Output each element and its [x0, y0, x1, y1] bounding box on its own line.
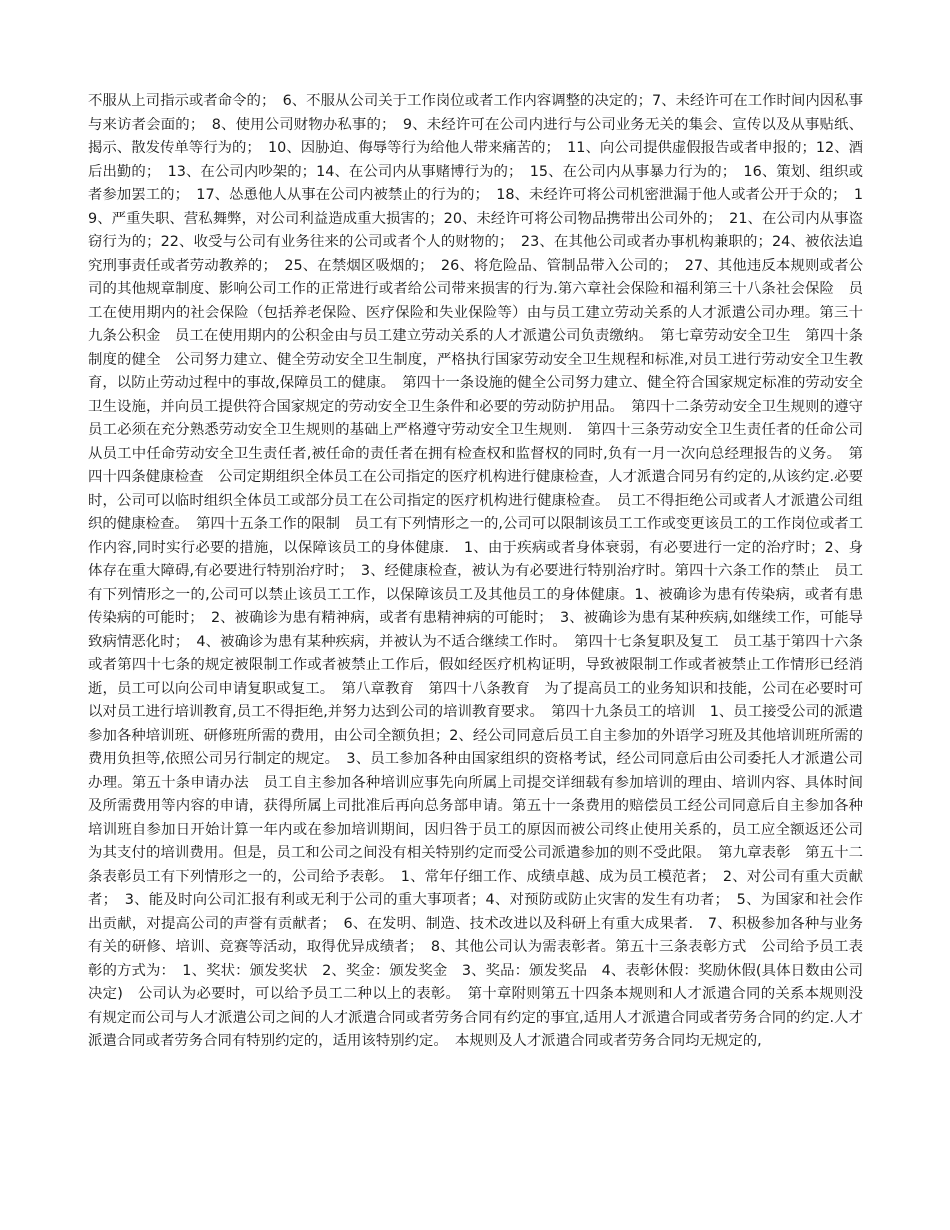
document-body-text: 不服从上司指示或者命令的； 6、不服从公司关于工作岗位或者工作内容调整的决定的；7、未经许可在工作时间内因私事与来访者会面的； 8、使用公司财物办私事的； 9、未经许可在公司内进行与公司业务无关的集会、宣传以及从事贴纸、揭示、散发传单等行为的； 10、因胁迫、侮辱等行为给他人带来痛苦的； 11、向公司提供虚假报告或者申报的；12、酒后出勤的； 13、在公司内吵架的；14、在公司内从事赌博行为的； 15、在公司内从事暴力行为的； 16、策划、组织或者参加罢工的； 17、怂恿他人从事在公司内被禁止的行为的； 18、未经许可将公司机密泄漏于他人或者公开于众的； 19、严重失职、营私舞弊，对公司利益造成重大损害的；20、未经许可将公司物品携带出公司外的； 21、在公司内从事盗窃行为的；22、收受与公司有业务往来的公司或者个人的财物的； 23、在其他公司或者办事机构兼职的；24、被依法追究刑事责任或者劳动教养的； 25、在禁烟区吸烟的； 26、将危险品、管制品带入公司的； 27、其他违反本规则或者公司的其他规章制度、影响公司工作的正常进行或者给公司带来损害的行为.第六章社会保险和福利第三十八条社会保险 员工在使用期内的社会保险（包括养老保险、医疗保险和失业保险等）由与员工建立劳动关系的人才派遣公司办理。第三十九条公积金 员工在使用期内的公积金由与员工建立劳动关系的人才派遣公司负责缴纳。 第七章劳动安全卫生 第四十条制度的健全 公司努力建立、健全劳动安全卫生制度，严格执行国家劳动安全卫生规程和标准,对员工进行劳动安全卫生教育，以防止劳动过程中的事故,保障员工的健康。 第四十一条设施的健全公司努力建立、健全符合国家规定标准的劳动安全卫生设施，并向员工提供符合国家规定的劳动安全卫生条件和必要的劳动防护用品。 第四十二条劳动安全卫生规则的遵守 员工必须在充分熟悉劳动安全卫生规则的基础上严格遵守劳动安全卫生规则. 第四十三条劳动安全卫生责任者的任命公司从员工中任命劳动安全卫生责任者,被任命的责任者在拥有检查权和监督权的同时,负有一月一次向总经理报告的义务。 第四十四条健康检查 公司定期组织全体员工在公司指定的医疗机构进行健康检查，人才派遣合同另有约定的,从该约定.必要时，公司可以临时组织全体员工或部分员工在公司指定的医疗机构进行健康检查。 员工不得拒绝公司或者人才派遣公司组织的健康检查。 第四十五条工作的限制 员工有下列情形之一的,公司可以限制该员工工作或变更该员工的工作岗位或者工作内容,同时实行必要的措施，以保障该员工的身体健康. 1、由于疾病或者身体衰弱，有必要进行一定的治疗时；2、身体存在重大障碍,有必要进行特别治疗时； 3、经健康检查，被认为有必要进行特别治疗时。第四十六条工作的禁止 员工有下列情形之一的,公司可以禁止该员工工作，以保障该员工及其他员工的身体健康。1、被确诊为患有传染病，或者有患传染病的可能时； 2、被确诊为患有精神病，或者有患精神病的可能时； 3、被确诊为患有某种疾病,如继续工作，可能导致病情恶化时； 4、被确诊为患有某种疾病，并被认为不适合继续工作时。 第四十七条复职及复工 员工基于第四十六条或者第四十七条的规定被限制工作或者被禁止工作后，假如经医疗机构证明，导致被限制工作或者被禁止工作情形已经消逝，员工可以向公司申请复职或复工。 第八章教育 第四十八条教育 为了提高员工的业务知识和技能，公司在必要时可以对员工进行培训教育,员工不得拒绝,并努力达到公司的培训教育要求。 第四十九条员工的培训 1、员工接受公司的派遣参加各种培训班、研修班所需的费用，由公司全额负担；2、经公司同意后员工自主参加的外语学习班及其他培训班所需的费用负担等,依照公司另行制定的规定。 3、员工参加各种由国家组织的资格考试，经公司同意后由公司委托人才派遣公司办理。第五十条申请办法 员工自主参加各种培训应事先向所属上司提交详细载有参加培训的理由、培训内容、具体时间及所需费用等内容的申请，获得所属上司批准后再向总务部申请。第五十一条费用的赔偿员工经公司同意后自主参加各种培训班自参加日开始计算一年内或在参加培训期间，因归咎于员工的原因而被公司终止使用关系的，员工应全额返还公司为其支付的培训费用。但是，员工和公司之间没有相关特别约定而受公司派遣参加的则不受此限。 第九章表彰 第五十二条表彰员工有下列情形之一的，公司给予表彰。 1、常年仔细工作、成绩卓越、成为员工模范者； 2、对公司有重大贡献者； 3、能及时向公司汇报有利或无利于公司的重大事项者；4、对预防或防止灾害的发生有功者； 5、为国家和社会作出贡献，对提高公司的声誉有贡献者； 6、在发明、制造、技术改进以及科研上有重大成果者. 7、积极参加各种与业务有关的研修、培训、竞赛等活动，取得优异成绩者； 8、其他公司认为需表彰者。第五十三条表彰方式 公司给予员工表彰的方式为： 1、奖状：颁发奖状 2、奖金：颁发奖金 3、奖品：颁发奖品 4、表彰休假：奖励休假(具体日数由公司决定) 公司认为必要时，可以给予员工二种以上的表彰。 第十章附则第五十四条本规则和人才派遣合同的关系本规则没有规定而公司与人才派遣公司之间的人才派遣合同或者劳务合同有约定的事宜,适用人才派遣合同或者劳务合同的约定.人才派遣合同或者劳务合同有特别约定的，适用该特别约定。 本规则及人才派遣合同或者劳务合同均无规定的,	[88, 93, 878, 1049]
